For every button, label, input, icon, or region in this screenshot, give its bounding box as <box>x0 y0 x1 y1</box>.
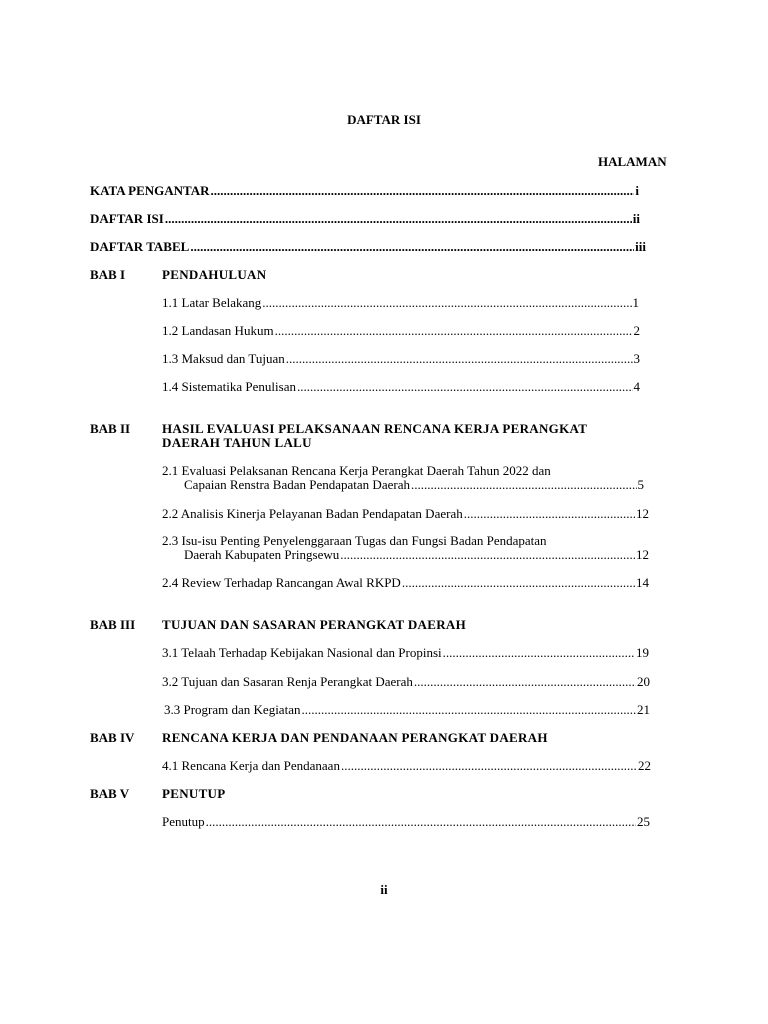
toc-entry-page: 21 <box>637 702 650 717</box>
toc-entry-label: Capaian Renstra Badan Pendapatan Daerah <box>184 477 410 492</box>
toc-entry-page: 2 <box>633 323 640 338</box>
dot-leader <box>297 379 633 395</box>
toc-section-2-2[interactable] <box>162 506 649 522</box>
chapter-title: RENCANA KERJA DAN PENDANAAN PERANGKAT DAERAH <box>162 730 548 745</box>
chapter-title-line2: DAERAH TAHUN LALU <box>162 435 312 450</box>
toc-entry-label: 1.3 Maksud dan Tujuan <box>162 351 285 366</box>
dot-leader <box>341 758 637 774</box>
toc-section-3-3[interactable] <box>164 702 650 718</box>
toc-entry-page: iii <box>635 239 646 254</box>
toc-entry-page: ii <box>632 211 640 226</box>
toc-section-2-1-line1: 2.1 Evaluasi Pelaksanan Rencana Kerja Perangkat Daerah Tahun 2022 dan <box>162 463 551 478</box>
chapter-title-line1: HASIL EVALUASI PELAKSANAAN RENCANA KERJA PERANGKAT <box>162 421 588 436</box>
page-title: DAFTAR ISI <box>347 112 421 127</box>
toc-section-1-2[interactable] <box>162 323 640 339</box>
toc-entry-label: 3.2 Tujuan dan Sasaran Renja Perangkat Daerah <box>162 674 413 689</box>
toc-entry-daftar-tabel[interactable] <box>90 239 646 255</box>
toc-entry-label: 1.2 Landasan Hukum <box>162 323 274 338</box>
toc-section-3-1[interactable] <box>162 645 649 661</box>
toc-entry-page: 14 <box>636 575 649 590</box>
dot-leader <box>206 814 636 830</box>
toc-entry-page: 20 <box>637 674 650 689</box>
toc-section-penutup[interactable] <box>162 814 650 830</box>
toc-entry-label: 2.2 Analisis Kinerja Pelayanan Badan Pendapatan Daerah <box>162 506 463 521</box>
toc-entry-label: 3.1 Telaah Terhadap Kebijakan Nasional dan Propinsi <box>162 645 442 660</box>
dot-leader <box>301 702 636 718</box>
dot-leader <box>411 477 637 493</box>
toc-section-1-4[interactable] <box>162 379 640 395</box>
chapter-number: BAB IV <box>90 730 135 745</box>
toc-entry-kata-pengantar[interactable] <box>90 183 639 199</box>
toc-section-1-1[interactable] <box>162 295 639 311</box>
chapter-number: BAB II <box>90 421 131 436</box>
toc-entry-page: 5 <box>637 477 644 492</box>
dot-leader <box>211 183 635 199</box>
dot-leader <box>464 506 635 522</box>
chapter-number: BAB I <box>90 267 126 282</box>
toc-entry-page: 3 <box>633 351 640 366</box>
toc-entry-page: 25 <box>637 814 650 829</box>
dot-leader <box>414 674 636 690</box>
page-number: ii <box>380 882 388 897</box>
toc-entry-page: 12 <box>636 547 649 562</box>
toc-entry-label: DAFTAR ISI <box>90 211 164 226</box>
toc-section-4-1[interactable] <box>162 758 651 774</box>
toc-entry-page: 4 <box>633 379 640 394</box>
dot-leader <box>286 351 633 367</box>
toc-entry-daftar-isi[interactable] <box>90 211 640 227</box>
chapter-number: BAB V <box>90 786 130 801</box>
toc-entry-page: 22 <box>638 758 651 773</box>
toc-section-2-4[interactable] <box>162 575 649 591</box>
chapter-title: PENUTUP <box>162 786 226 801</box>
toc-entry-label: 2.4 Review Terhadap Rancangan Awal RKPD <box>162 575 401 590</box>
chapter-number: BAB III <box>90 617 136 632</box>
toc-entry-page: 1 <box>632 295 639 310</box>
toc-entry-page: 12 <box>636 506 649 521</box>
toc-section-2-1[interactable] <box>184 477 644 493</box>
toc-section-2-3[interactable] <box>184 547 649 563</box>
toc-entry-page: i <box>635 183 639 198</box>
toc-entry-page: 19 <box>636 645 649 660</box>
toc-entry-label: 1.4 Sistematika Penulisan <box>162 379 296 394</box>
dot-leader <box>165 211 632 227</box>
dot-leader <box>190 239 634 255</box>
dot-leader <box>262 295 631 311</box>
toc-entry-label: Daerah Kabupaten Pringsewu <box>184 547 340 562</box>
dot-leader <box>443 645 635 661</box>
toc-entry-label: 4.1 Rencana Kerja dan Pendanaan <box>162 758 340 773</box>
toc-entry-label: KATA PENGANTAR <box>90 183 210 198</box>
chapter-title: TUJUAN DAN SASARAN PERANGKAT DAERAH <box>162 617 466 632</box>
dot-leader <box>402 575 635 591</box>
chapter-title: PENDAHULUAN <box>162 267 267 282</box>
toc-entry-label: 3.3 Program dan Kegiatan <box>164 702 301 717</box>
toc-entry-label: DAFTAR TABEL <box>90 239 190 254</box>
halaman-header: HALAMAN <box>598 154 667 169</box>
dot-leader <box>340 547 635 563</box>
toc-section-1-3[interactable] <box>162 351 640 367</box>
dot-leader <box>275 323 633 339</box>
toc-entry-label: 1.1 Latar Belakang <box>162 295 262 310</box>
toc-entry-label: Penutup <box>162 814 205 829</box>
toc-section-2-3-line1: 2.3 Isu-isu Penting Penyelenggaraan Tugas dan Fungsi Badan Pendapatan <box>162 533 547 548</box>
toc-section-3-2[interactable] <box>162 674 650 690</box>
